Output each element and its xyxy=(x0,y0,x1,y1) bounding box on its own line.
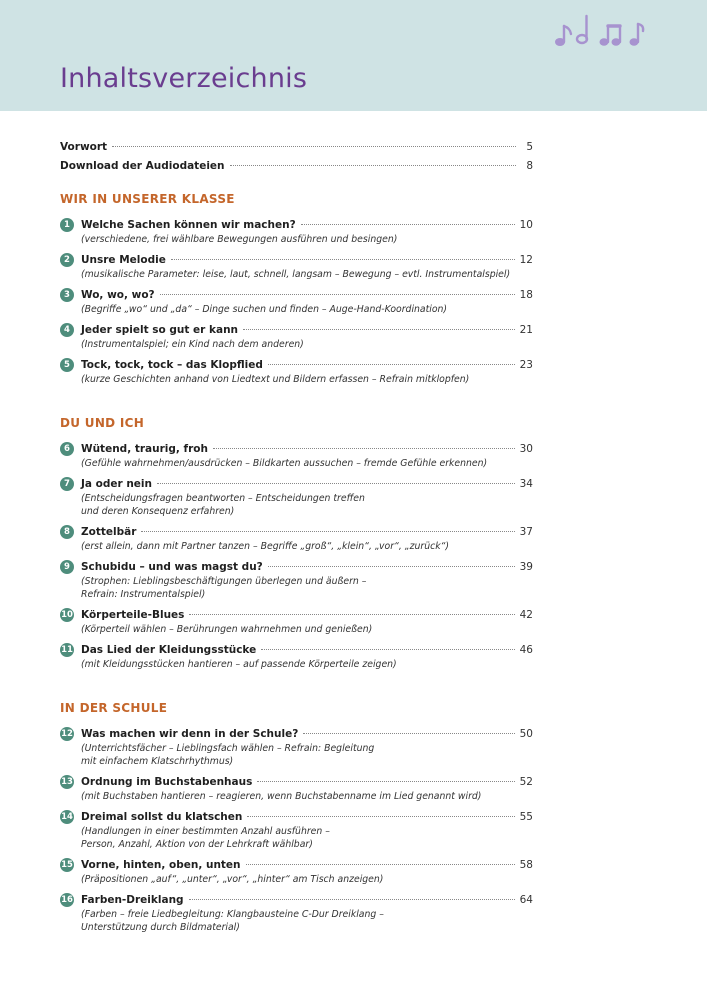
dot-leader xyxy=(230,165,516,166)
toc-entry[interactable] xyxy=(60,893,533,934)
entry-description: (Körperteil wählen – Berührungen wahrnehmen und genießen) xyxy=(81,624,373,635)
toc-entry[interactable] xyxy=(60,810,533,851)
page-number: 50 xyxy=(519,728,533,740)
entry-description: (Handlungen in einer bestimmten Anzahl ausführen – Person, Anzahl, Aktion von der Lehrkraft wählbar) xyxy=(81,826,330,850)
dot-leader xyxy=(303,733,514,734)
page-title: Inhaltsverzeichnis xyxy=(60,63,308,94)
chapter-number-badge: 16 xyxy=(61,895,73,905)
entry-title: Farben-Dreiklang xyxy=(81,894,184,906)
toc-entry[interactable] xyxy=(60,288,533,316)
page-number: 5 xyxy=(526,141,533,153)
page-number: 58 xyxy=(519,859,533,871)
entry-description: (Strophen: Lieblingsbeschäftigungen überlegen und äußern – Refrain: Instrumentalspiel) xyxy=(81,576,367,600)
toc-entry[interactable] xyxy=(60,643,533,671)
chapter-number-badge: 8 xyxy=(60,525,74,539)
entry-title: Vorwort xyxy=(60,141,108,153)
dot-leader xyxy=(141,531,514,532)
toc-entry[interactable] xyxy=(60,323,533,351)
toc-entry[interactable] xyxy=(60,858,533,886)
toc-entry[interactable] xyxy=(60,442,533,470)
dot-leader xyxy=(160,294,515,295)
entry-description: (Entscheidungsfragen beantworten – Entscheidungen treffen und deren Konsequenz erfahren) xyxy=(81,493,365,517)
entry-title: Download der Audiodateien xyxy=(60,160,225,172)
page-number: 30 xyxy=(519,443,533,455)
entry-title: Ja oder nein xyxy=(81,478,153,490)
entry-line xyxy=(81,442,533,456)
page-number: 39 xyxy=(519,561,533,573)
dot-leader xyxy=(213,448,515,449)
entry-description: (mit Kleidungsstücken hantieren – auf passende Körperteile zeigen) xyxy=(81,659,397,670)
toc-entry[interactable] xyxy=(60,477,533,518)
chapter-number-badge: 7 xyxy=(60,477,74,491)
page-number: 18 xyxy=(519,289,533,301)
entry-title: Körperteile-Blues xyxy=(81,609,185,621)
dot-leader xyxy=(246,864,515,865)
page-number: 64 xyxy=(519,894,533,906)
entry-title: Vorne, hinten, oben, unten xyxy=(81,859,241,871)
toc-entry[interactable] xyxy=(60,727,533,768)
toc-entry[interactable] xyxy=(60,775,533,803)
dot-leader xyxy=(247,816,514,817)
chapter-number-badge: 5 xyxy=(60,358,74,372)
dot-leader xyxy=(268,364,515,365)
entry-description: (verschiedene, frei wählbare Bewegungen ausführen und besingen) xyxy=(81,234,398,245)
dot-leader xyxy=(189,614,514,615)
dot-leader xyxy=(171,259,515,260)
entry-title: Unsre Melodie xyxy=(81,254,166,266)
chapter-number-badge: 6 xyxy=(60,442,74,456)
dot-leader xyxy=(301,224,515,225)
chapter-number-badge: 9 xyxy=(60,560,74,574)
dot-leader xyxy=(268,566,515,567)
chapter-number-badge: 2 xyxy=(60,253,74,267)
page-number: 37 xyxy=(519,526,533,538)
entry-description: (Instrumentalspiel; ein Kind nach dem anderen) xyxy=(81,339,304,350)
dot-leader xyxy=(157,483,515,484)
entry-line xyxy=(81,727,533,741)
chapter-number-badge: 12 xyxy=(61,729,73,739)
entry-description: (Farben – freie Liedbegleitung: Klangbausteine C-Dur Dreiklang – Unterstützung durch Bildmaterial) xyxy=(81,909,384,933)
dot-leader xyxy=(261,649,514,650)
entry-description: (erst allein, dann mit Partner tanzen – Begriffe „groß“, „klein“, „vor“, „zurück“) xyxy=(81,541,450,552)
entry-description: (Begriffe „wo“ und „da“ – Dinge suchen und finden – Auge-Hand-Koordination) xyxy=(81,304,448,315)
toc-entry[interactable] xyxy=(60,218,533,246)
entry-title: Jeder spielt so gut er kann xyxy=(81,324,239,336)
entry-line xyxy=(81,477,533,491)
page-number: 8 xyxy=(526,160,533,172)
dot-leader xyxy=(112,146,516,147)
chapter-number-badge: 4 xyxy=(60,323,74,337)
entry-line xyxy=(81,608,533,622)
toc-entry[interactable] xyxy=(60,560,533,601)
chapter-number-badge: 11 xyxy=(61,645,73,655)
entry-description: (Gefühle wahrnehmen/ausdrücken – Bildkarten aussuchen – fremde Gefühle erkennen) xyxy=(81,458,488,469)
page-number: 23 xyxy=(519,359,533,371)
entry-description: (musikalische Parameter: leise, laut, schnell, langsam – Bewegung – evtl. Instrumentalspiel) xyxy=(81,269,511,280)
chapter-number-badge: 3 xyxy=(60,288,74,302)
toc-entry[interactable] xyxy=(60,525,533,553)
dot-leader xyxy=(257,781,514,782)
dot-leader xyxy=(189,899,515,900)
toc-sections xyxy=(60,192,533,934)
entry-description: (kurze Geschichten anhand von Liedtext und Bildern erfassen – Refrain mitklopfen) xyxy=(81,374,470,385)
entry-title: Dreimal sollst du klatschen xyxy=(81,811,243,823)
entry-line xyxy=(81,810,533,824)
entry-line xyxy=(81,893,533,907)
entry-line xyxy=(81,358,533,372)
chapter-number-badge: 14 xyxy=(61,812,73,822)
entry-line xyxy=(81,323,533,337)
section-heading: DU UND ICH xyxy=(60,416,145,430)
page-number: 42 xyxy=(519,609,533,621)
page-number: 21 xyxy=(519,324,533,336)
page-number: 46 xyxy=(519,644,533,656)
table-of-contents xyxy=(60,141,533,941)
entry-description: (mit Buchstaben hantieren – reagieren, wenn Buchstabenname im Lied genannt wird) xyxy=(81,791,482,802)
chapter-number-badge: 1 xyxy=(60,218,74,232)
chapter-number-badge: 10 xyxy=(61,610,73,620)
toc-entry-download[interactable] xyxy=(60,160,533,179)
chapter-number-badge: 15 xyxy=(61,860,73,870)
entry-title: Das Lied der Kleidungsstücke xyxy=(81,644,257,656)
page-number: 55 xyxy=(519,811,533,823)
entry-title: Was machen wir denn in der Schule? xyxy=(81,728,299,740)
page-number: 34 xyxy=(519,478,533,490)
entry-title: Tock, tock, tock – das Klopflied xyxy=(81,359,263,371)
section-heading: WIR IN UNSERER KLASSE xyxy=(60,192,235,206)
entry-title: Wütend, traurig, froh xyxy=(81,443,208,455)
page-number: 10 xyxy=(519,219,533,231)
entry-line xyxy=(81,775,533,789)
front-matter xyxy=(60,141,533,179)
music-notes-icon xyxy=(552,12,648,52)
entry-title: Ordnung im Buchstabenhaus xyxy=(81,776,253,788)
entry-line xyxy=(81,858,533,872)
entry-line xyxy=(81,253,533,267)
entry-title: Wo, wo, wo? xyxy=(81,289,155,301)
entry-line xyxy=(81,560,533,574)
toc-entry[interactable] xyxy=(60,253,533,281)
entry-description: (Unterrichtsfächer – Lieblingsfach wählen – Refrain: Begleitung mit einfachem Klatschrhythmus) xyxy=(81,743,375,767)
section-heading: IN DER SCHULE xyxy=(60,701,168,715)
toc-entry[interactable] xyxy=(60,608,533,636)
entry-description: (Präpositionen „auf“, „unter“, „vor“, „hinter“ am Tisch anzeigen) xyxy=(81,874,384,885)
entry-title: Welche Sachen können wir machen? xyxy=(81,219,296,231)
dot-leader xyxy=(243,329,515,330)
entry-line xyxy=(81,288,533,302)
entry-title: Zottelbär xyxy=(81,526,137,538)
toc-entry[interactable] xyxy=(60,358,533,386)
chapter-number-badge: 13 xyxy=(61,777,73,787)
entry-title: Schubidu – und was magst du? xyxy=(81,561,263,573)
entry-line xyxy=(81,643,533,657)
entry-line xyxy=(81,218,533,232)
page-number: 12 xyxy=(519,254,533,266)
toc-entry-vorwort[interactable] xyxy=(60,141,533,160)
entry-line xyxy=(81,525,533,539)
page-number: 52 xyxy=(519,776,533,788)
